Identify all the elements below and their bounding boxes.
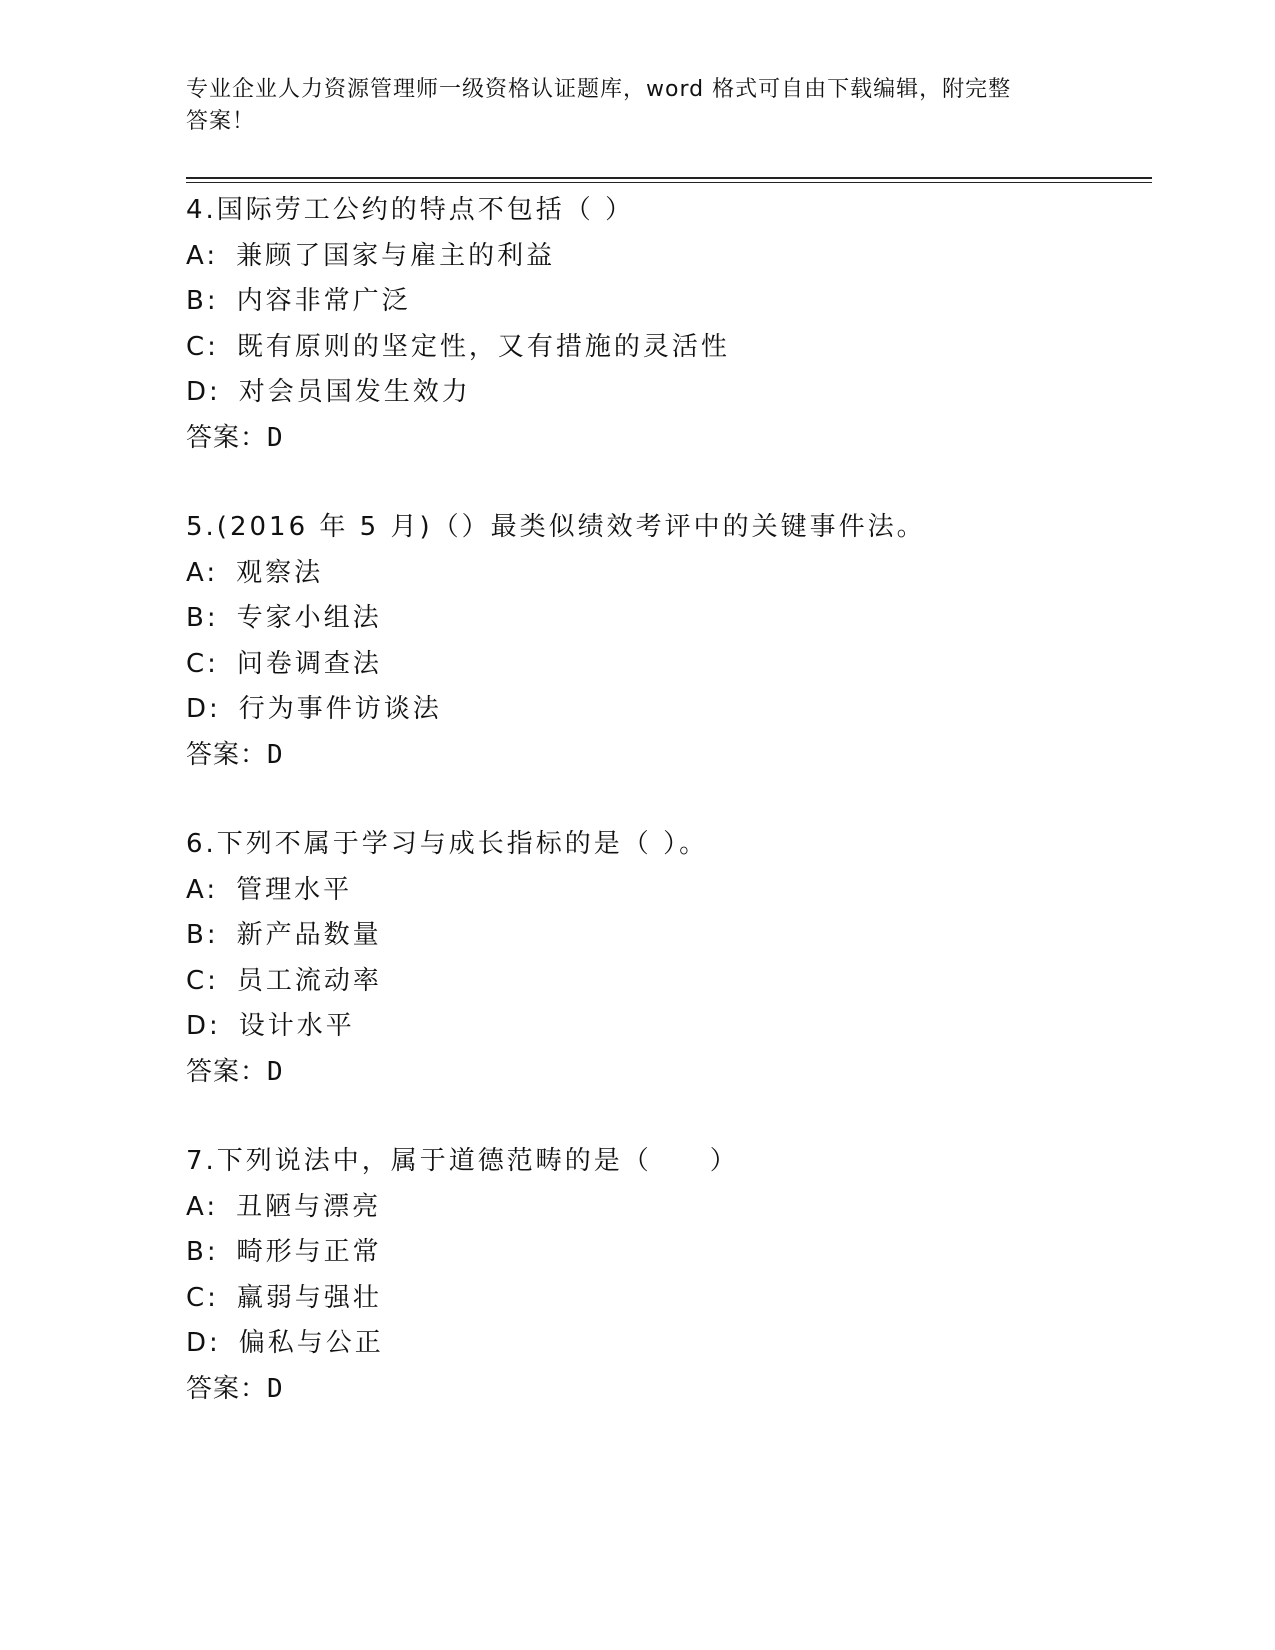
option-d — [186, 370, 1146, 416]
option-text: 羸弱与强壮 — [236, 1282, 382, 1313]
option-a — [186, 551, 1146, 597]
answer-value: D — [267, 1056, 284, 1087]
header-line-2: 答案！ — [186, 109, 256, 134]
answer-label: 答案： — [186, 739, 268, 770]
answer-value: D — [267, 422, 284, 453]
question-item — [186, 188, 1146, 461]
option-a — [186, 1185, 1146, 1231]
option-text: 既有原则的坚定性，又有措施的灵活性 — [236, 331, 730, 362]
question-stem: 6.下列不属于学习与成长指标的是（ ）。 — [186, 829, 709, 859]
option-key: D: — [186, 694, 221, 724]
option-key: B: — [186, 286, 219, 316]
option-key: A: — [186, 240, 219, 271]
option-key: D: — [186, 1328, 221, 1358]
option-b — [186, 279, 1146, 325]
option-text: 设计水平 — [238, 1011, 355, 1041]
question-item — [186, 1139, 1146, 1412]
option-b — [186, 596, 1146, 642]
answer-line — [186, 1050, 1146, 1096]
question-stem: 7.下列说法中，属于道德范畴的是（ ） — [186, 1146, 739, 1176]
option-text: 问卷调查法 — [236, 648, 382, 679]
question-stem: 5.(2016 年 5 月)（）最类似绩效考评中的关键事件法。 — [186, 512, 926, 542]
option-b — [186, 913, 1146, 959]
option-d — [186, 1321, 1146, 1367]
header-line-1: 专业企业人力资源管理师一级资格认证题库，word 格式可自由下载编辑，附完整 — [186, 77, 1012, 102]
answer-line — [186, 1367, 1146, 1413]
option-text: 兼顾了国家与雇主的利益 — [236, 240, 556, 271]
answer-value: D — [267, 1373, 284, 1404]
option-text: 偏私与公正 — [238, 1328, 384, 1358]
option-key: D: — [186, 377, 221, 407]
header-divider-thin — [186, 182, 1152, 183]
option-text: 畸形与正常 — [236, 1237, 382, 1267]
question-list — [186, 188, 1146, 1412]
option-text: 行为事件访谈法 — [238, 694, 442, 724]
option-key: C: — [186, 1282, 219, 1313]
option-text: 员工流动率 — [236, 965, 382, 996]
option-c — [186, 959, 1146, 1005]
option-key: C: — [186, 331, 219, 362]
option-text: 观察法 — [236, 557, 324, 588]
option-d — [186, 1004, 1146, 1050]
header-divider-thick — [186, 177, 1152, 179]
option-key: B: — [186, 920, 219, 950]
option-key: C: — [186, 965, 219, 996]
answer-line — [186, 416, 1146, 462]
question-stem: 4.国际劳工公约的特点不包括（ ） — [186, 195, 635, 225]
option-key: B: — [186, 1237, 219, 1267]
option-key: B: — [186, 603, 219, 633]
option-c — [186, 1276, 1146, 1322]
option-text: 管理水平 — [236, 874, 353, 905]
option-text: 对会员国发生效力 — [238, 377, 471, 407]
answer-line — [186, 733, 1146, 779]
option-text: 内容非常广泛 — [236, 286, 411, 316]
option-key: D: — [186, 1011, 221, 1041]
answer-label: 答案： — [186, 1056, 268, 1087]
answer-label: 答案： — [186, 1373, 268, 1404]
option-b — [186, 1230, 1146, 1276]
question-item — [186, 822, 1146, 1095]
option-a — [186, 868, 1146, 914]
option-a — [186, 234, 1146, 280]
option-key: A: — [186, 874, 219, 905]
option-text: 新产品数量 — [236, 920, 382, 950]
option-text: 丑陋与漂亮 — [236, 1191, 382, 1222]
option-text: 专家小组法 — [236, 603, 382, 633]
option-key: C: — [186, 648, 219, 679]
option-c — [186, 325, 1146, 371]
option-key: A: — [186, 557, 219, 588]
option-c — [186, 642, 1146, 688]
option-key: A: — [186, 1191, 219, 1222]
answer-label: 答案： — [186, 422, 268, 453]
answer-value: D — [267, 739, 284, 770]
document-header — [186, 74, 1066, 138]
option-d — [186, 687, 1146, 733]
question-item — [186, 505, 1146, 778]
